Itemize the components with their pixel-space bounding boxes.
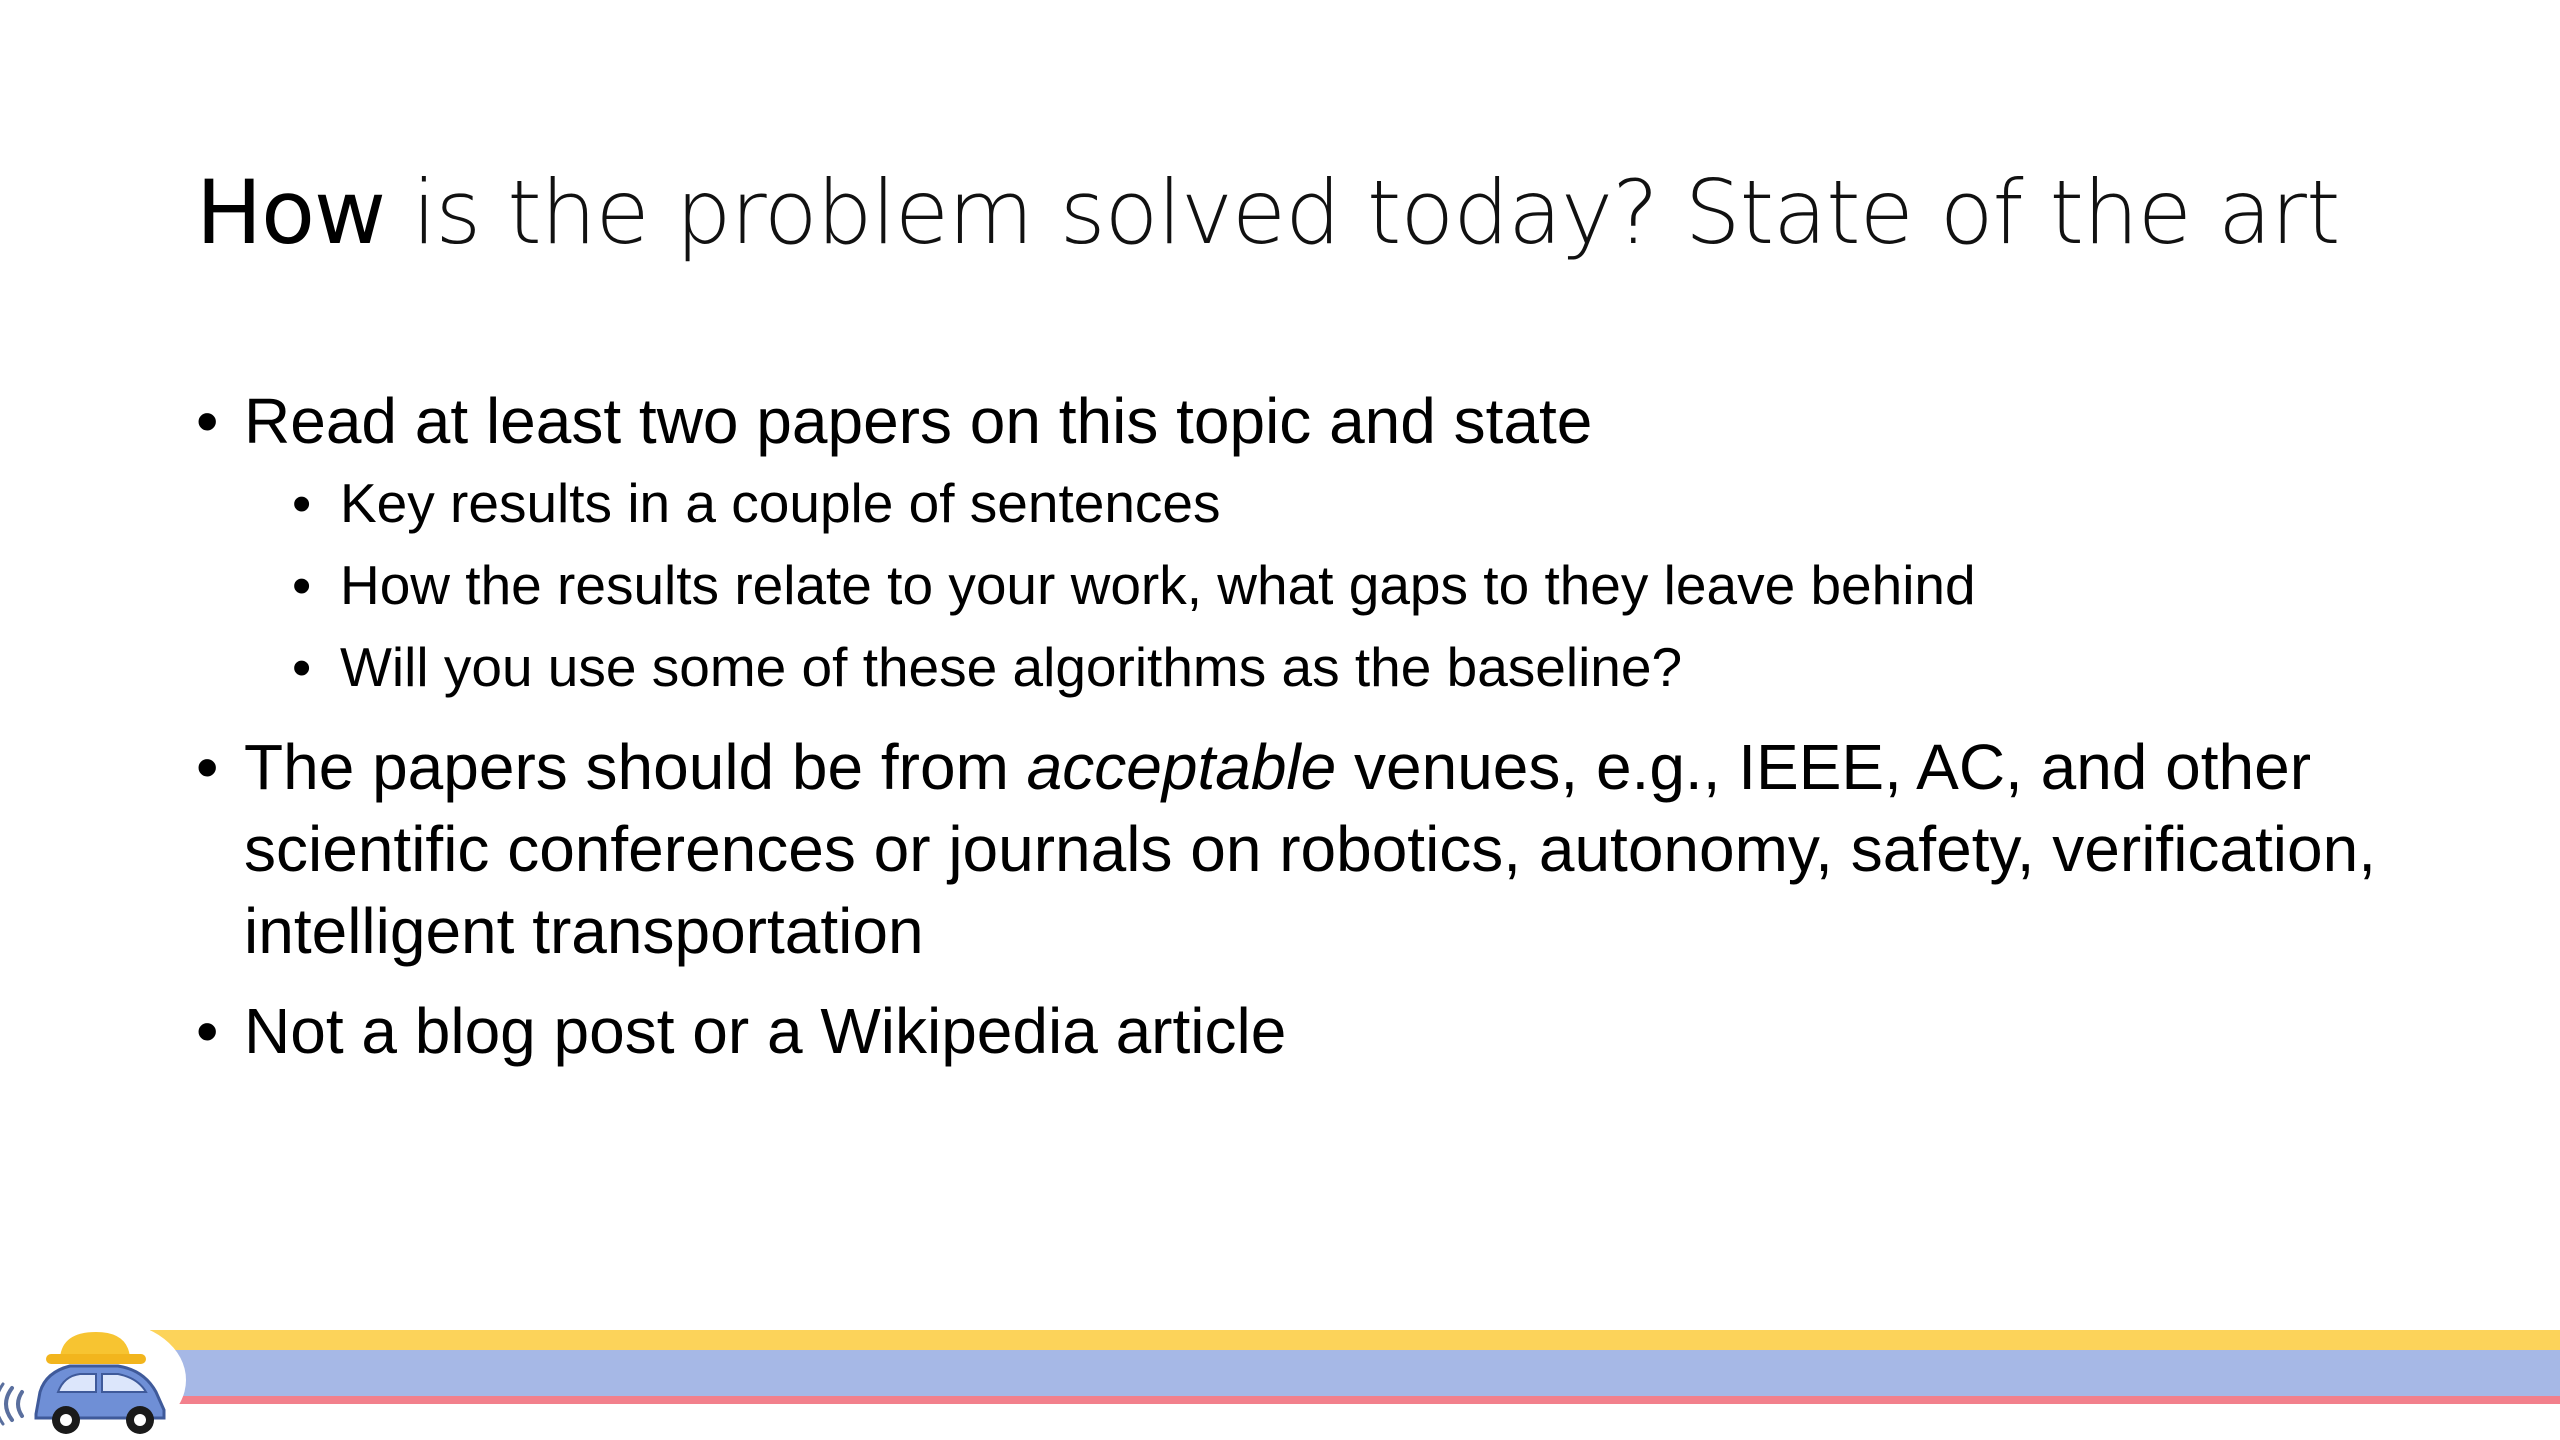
car-with-hat-icon (0, 1314, 190, 1440)
bullet-text: Read at least two papers on this topic and state (244, 385, 1593, 457)
footer-stripe-blue (150, 1350, 2560, 1396)
sub-bullet-dot: • (292, 554, 312, 616)
title-rest: is the problem solved today? State of the art (384, 161, 2340, 264)
bullet-text: Not a blog post or a Wikipedia article (244, 995, 1287, 1067)
footer-decoration (0, 1330, 2560, 1440)
bullet-text-emphasis: acceptable (1026, 731, 1337, 803)
sub-bullet-list (244, 462, 2416, 708)
bullet-dot: • (196, 731, 219, 803)
bullet-dot: • (196, 995, 219, 1067)
title-emphasis: How (196, 161, 385, 264)
bullet-item-2 (196, 726, 2416, 972)
bullet-item-3 (196, 990, 2416, 1072)
sub-bullet-dot: • (292, 472, 312, 534)
sub-bullet-item-3 (244, 626, 2416, 708)
sub-bullet-text: Key results in a couple of sentences (340, 472, 1221, 534)
bullet-text-pre: The papers should be from (244, 731, 1027, 803)
bullet-list (196, 380, 2416, 1090)
slide-title (196, 148, 2339, 278)
sub-bullet-text: How the results relate to your work, what gaps to they leave behind (340, 554, 1976, 616)
footer-stripe-yellow (150, 1330, 2560, 1350)
sub-bullet-text: Will you use some of these algorithms as the baseline? (340, 636, 1683, 698)
sub-bullet-item-1 (244, 462, 2416, 544)
bullet-text-post: venues, e.g., IEEE, AC, and other scientific conferences or journals on robotics, autonomy, safety, verification, intelligent transportation (244, 731, 2376, 967)
footer-stripe-red (150, 1396, 2560, 1404)
sub-bullet-item-2 (244, 544, 2416, 626)
bullet-dot: • (196, 385, 219, 457)
bullet-item-1 (196, 380, 2416, 708)
sub-bullet-dot: • (292, 636, 312, 698)
